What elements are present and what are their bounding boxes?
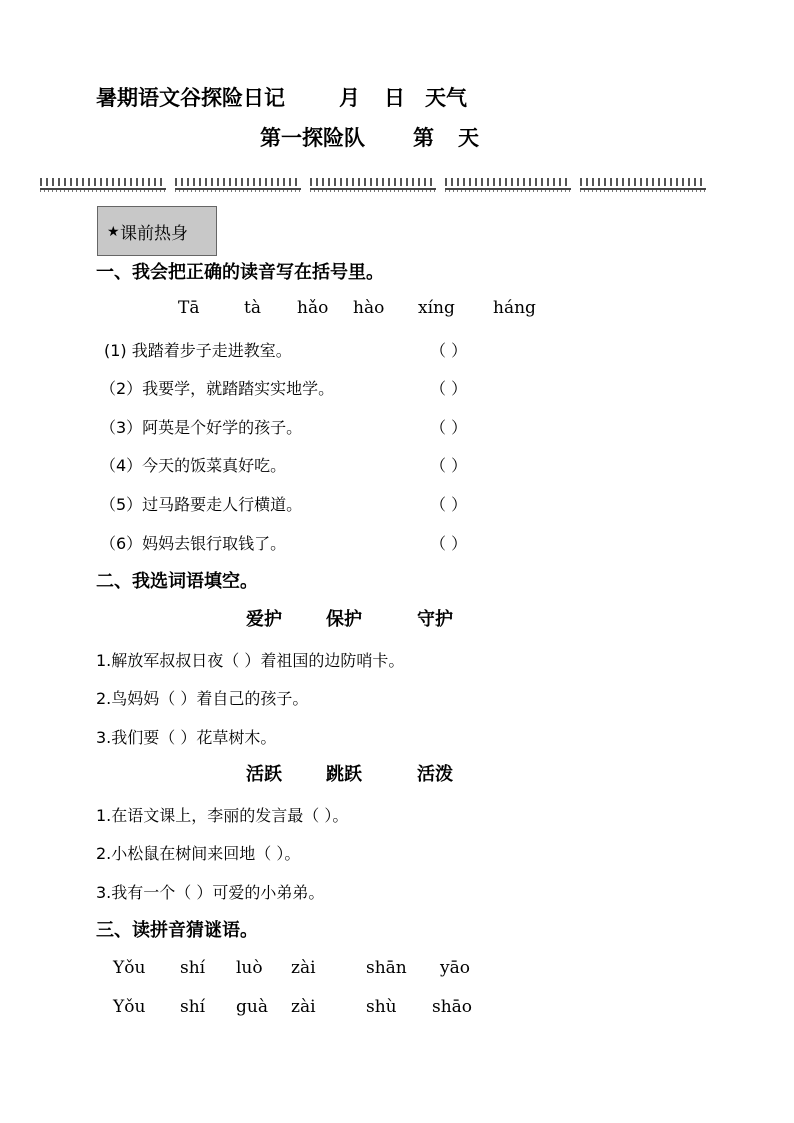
section3-heading: 三、读拼音猜谜语。 xyxy=(96,920,258,941)
diary-title: 暑期语文谷探险日记 xyxy=(96,85,285,110)
day-number-suffix: 天 xyxy=(458,125,479,150)
riddle1-syllable-5: shān xyxy=(366,958,407,978)
pinyin-ta1: Tā xyxy=(178,298,200,318)
riddle1-syllable-3: luò xyxy=(236,958,263,978)
answer-blank-1[interactable]: （ ） xyxy=(430,341,468,360)
riddle2-syllable-1: Yǒu xyxy=(113,997,146,1017)
star-icon: ★ xyxy=(107,224,120,240)
word-option-baohu: 保护 xyxy=(326,609,362,630)
pinyin-hao3: hǎo xyxy=(297,298,329,318)
riddle2-syllable-3: guà xyxy=(236,997,268,1017)
fill-sentence-1-2: 2.鸟妈妈（ ）着自己的孩子。 xyxy=(96,689,309,708)
riddle1-syllable-2: shí xyxy=(180,958,206,978)
pinyin-ta4: tà xyxy=(244,298,261,318)
section2-heading: 二、我选词语填空。 xyxy=(96,571,258,592)
riddle1-syllable-1: Yǒu xyxy=(113,958,146,978)
pinyin-hang2: háng xyxy=(493,298,536,318)
warmup-box xyxy=(97,206,217,256)
decorative-border xyxy=(40,178,706,194)
fill-sentence-2-1: 1.在语文课上，李丽的发言最（ ）。 xyxy=(96,806,349,825)
riddle2-syllable-4: zài xyxy=(291,997,316,1017)
team-line xyxy=(260,122,479,152)
question-5-text: （5）过马路要走人行横道。 xyxy=(100,495,303,514)
pinyin-hao4: hào xyxy=(353,298,385,318)
riddle1-syllable-6: yāo xyxy=(440,958,470,978)
warmup-label: 课前热身 xyxy=(120,224,188,244)
border-segment xyxy=(40,178,166,192)
question-3-text: （3）阿英是个好学的孩子。 xyxy=(100,418,303,437)
question-1-text: (1) 我踏着步子走进教室。 xyxy=(104,341,292,360)
question-4-text: （4）今天的饭菜真好吃。 xyxy=(100,456,287,475)
fill-sentence-2-3: 3.我有一个（ ）可爱的小弟弟。 xyxy=(96,883,325,902)
weather-label: 天气 xyxy=(425,85,467,110)
fill-sentence-2-2: 2.小松鼠在树间来回地（ ）。 xyxy=(96,844,301,863)
answer-blank-5[interactable]: （ ） xyxy=(430,495,468,514)
riddle2-syllable-5: shù xyxy=(366,997,397,1017)
question-6-text: （6）妈妈去银行取钱了。 xyxy=(100,534,287,553)
answer-blank-4[interactable]: （ ） xyxy=(430,456,468,475)
riddle1-syllable-4: zài xyxy=(291,958,316,978)
answer-blank-6[interactable]: （ ） xyxy=(430,534,468,553)
word-option-shouhu: 守护 xyxy=(417,609,453,630)
border-segment xyxy=(310,178,436,192)
border-segment xyxy=(445,178,571,192)
fill-sentence-1-1: 1.解放军叔叔日夜（ ）着祖国的边防哨卡。 xyxy=(96,651,405,670)
riddle2-syllable-6: shāo xyxy=(432,997,473,1017)
team-label: 第一探险队 xyxy=(260,125,365,150)
word-option-tiaoyue: 跳跃 xyxy=(326,764,362,785)
pinyin-xing2: xíng xyxy=(418,298,455,318)
answer-blank-2[interactable]: （ ） xyxy=(430,379,468,398)
word-option-huoyue: 活跃 xyxy=(246,764,282,785)
day-number-prefix: 第 xyxy=(413,125,434,150)
section1-heading: 一、我会把正确的读音写在括号里。 xyxy=(96,262,384,283)
diary-title-line xyxy=(96,82,467,112)
word-option-huopo: 活泼 xyxy=(417,764,453,785)
answer-blank-3[interactable]: （ ） xyxy=(430,418,468,437)
day-label: 日 xyxy=(384,85,405,110)
border-segment xyxy=(175,178,301,192)
border-segment xyxy=(580,178,706,192)
question-2-text: （2）我要学，就踏踏实实地学。 xyxy=(100,379,335,398)
riddle2-syllable-2: shí xyxy=(180,997,206,1017)
fill-sentence-1-3: 3.我们要（ ）花草树木。 xyxy=(96,728,277,747)
word-option-aihu: 爱护 xyxy=(246,609,282,630)
month-label: 月 xyxy=(339,85,360,110)
